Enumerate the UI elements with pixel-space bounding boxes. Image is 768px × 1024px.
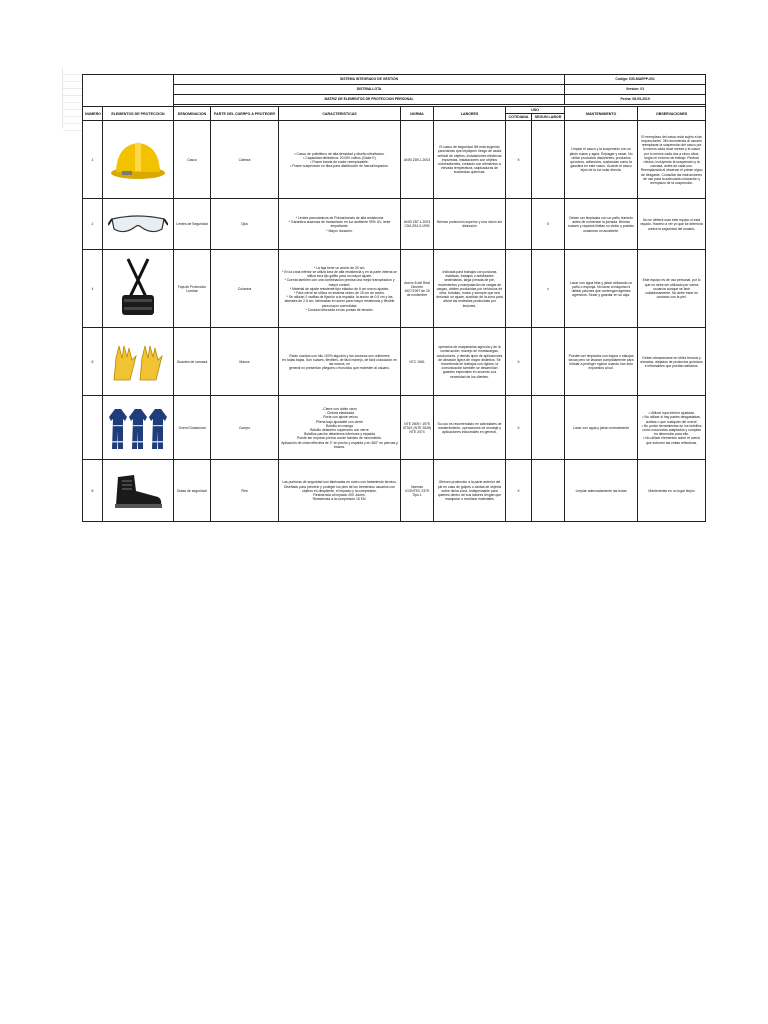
coverall-icon <box>103 396 174 460</box>
row-segun-labor <box>532 121 565 199</box>
row-norma: NTC 1961 <box>401 328 434 396</box>
document-date: Fecha: 08-05-2019 <box>565 95 706 105</box>
row-mantenimiento: Lavar con agua tibia y jabón utilizando un paño o esponja. No lavar a máquina ni utilizar jabones que contengan agentes agresivos. Secar y guardar en su caja. <box>565 250 638 328</box>
document-code: Codigo: DIS-MAEPP-001 <box>565 75 706 85</box>
row-caracteristicas: • Casco de polietileno de alta densidad y diseño ultraliviano. • Capacidad dieléctrica: 20.000 voltios (Clase E) • Posee banda de sudor reemplazable. • Posee suspensión en fibra para distribución de fuerza/impactos. <box>279 121 401 199</box>
row-parte: Cuerpo <box>211 396 279 460</box>
col-norma: NORMA <box>401 107 434 121</box>
row-denominacion: Lentes de Seguridad <box>174 199 211 250</box>
row-cotidiana: X <box>506 460 532 522</box>
row-parte: Columna <box>211 250 279 328</box>
row-segun-labor <box>532 328 565 396</box>
row-mantenimiento: Deben ser limpiadas con un paño húmedo antes de comenzar la jornada. Brindar suaves y rayados limitan su visión y pueden ocasionar un accidente. <box>565 199 638 250</box>
table-row <box>83 250 706 328</box>
row-segun-labor <box>532 396 565 460</box>
row-observaciones: • Utilizar ropa interior ajustada. • No utilizar si hay partes desgastadas, sueltas o que cualquier del overol. • No portar herramientas en los bolsillos como cosa están adaptados y cumplan en dimensión para ello. • No utilizar elementos sobre el overol que suboren las cintas reflectivas. <box>638 396 706 460</box>
col-denominacion: DENOMINACION <box>174 107 211 121</box>
document-version: Version: 01 <box>565 85 706 95</box>
row-observaciones: No se deberá usar este equipo si está rayado. Hacerlo a ver yo que se deteriora contra la seguridad del usuario. <box>638 199 706 250</box>
row-observaciones: Este equipo es de uso personal, por lo que no debe ser utilizado por varios usuarios aunque se lave cuidadosamente. No debe estar en contacto con la piel. <box>638 250 706 328</box>
row-caracteristicas: Las punturas de seguridad son fabricadas en cuero con tratamiento térmico. Diseñado para prevenir y proteger los pies de los tremendos usuarios con objetos en despliente, el impacto y la compresión. Resistencia al impacto 200 Joules. Resistencia a la compresión 15 KN. <box>279 460 401 522</box>
table-row <box>83 199 706 250</box>
row-observaciones: Deben almacenarse en útiles frescos y aireados, alejados de productos químicos e inflamables que puedan dañarlos. <box>638 328 706 396</box>
row-mantenimiento: Limpiar el casco y la suspensión con un jabón suave y agua. Enjuagar y secar. No utilice productos disolventes, productos químicos, adhesivos, sustancias como la gasolina en este casco. Guarde el casco lejos de la luz solar directa. <box>565 121 638 199</box>
col-mantenimiento: MANTENIMIENTO <box>565 107 638 121</box>
lumbar-belt-icon <box>103 250 174 328</box>
col-cotidiana: COTIDIANA <box>506 114 532 121</box>
row-cotidiana <box>506 250 532 328</box>
row-parte: Pies <box>211 460 279 522</box>
row-segun-labor: X <box>532 199 565 250</box>
row-parte: Cabeza <box>211 121 279 199</box>
logo-cell <box>83 75 174 107</box>
row-denominacion: Faja de Protección Lumbar <box>174 250 211 328</box>
row-numero: 6 <box>83 328 103 396</box>
col-segun-labor: SEGUN LABOR <box>532 114 565 121</box>
row-denominacion: Casco <box>174 121 211 199</box>
row-denominacion: Botas de seguridad <box>174 460 211 522</box>
row-norma: ANSI Z87.1-2003 CSA Z94.3-1993 <box>401 199 434 250</box>
row-cotidiana: X <box>506 396 532 460</box>
company-name: DISTRIALLOTA <box>174 85 565 95</box>
row-caracteristicas: * Lentes panorámicos de Policarbonato de alta resistencia * Garantiza ausencia de transmisión en luz ambiente 99% UV, lente empañante. * Mayor duración. <box>279 199 401 250</box>
row-caracteristicas: Están cosidos con hilo 100% algodón y las costuras son uniformes en todas bajas. Son suaves, flexibles, de fácil manejo, de fácil colocación en las manos, en general no presentan pliegues o fruncidos que molesten al usuario. <box>279 328 401 396</box>
row-parte: Manos <box>211 328 279 396</box>
row-numero: 1 <box>83 121 103 199</box>
spreadsheet-gridlines <box>62 68 83 128</box>
row-norma: Anexo 8 del Real Decreto 1627/1997 de 20 de noviembre <box>401 250 434 328</box>
row-labores: Indicada para trabajos con posturas estáticas, trabajos o actividades sedentarias, larga jornada de pie, movimientos y manipulación de cargas de cargas, dobles producidas por vehículos de obra, fortuitas, motos y siempre que sea derivado un ajuste, sustituto de la zona para aliviar las molestias producidas por lesiones. <box>434 250 506 328</box>
col-numero: NUMERO <box>83 107 103 121</box>
row-segun-labor <box>532 460 565 522</box>
table-row <box>83 396 706 460</box>
row-labores: Ofrecen protección a la parte anterior del pie en caso de golpes o caídas de objetos sobre dicha zona. Indispensable para quienes dentro de sus labores tengan que manipular o movilizar materiales <box>434 460 506 522</box>
row-cotidiana <box>506 199 532 250</box>
row-numero: 4 <box>83 250 103 328</box>
matrix-title: MATRIZ DE ELEMENTOS DE PROTECCION PERSONAL <box>174 95 565 105</box>
row-observaciones: Mantenerlas en un lugar limpio <box>638 460 706 522</box>
row-caracteristicas: -Cierre con doble carro - Cintura elastizada - Porta con ajuste velcro Plieria bajo ajustable con cierre Bolsillo en manga Bolsillo delantero superiores con cierre Bolsillos parche delanteros inferiores y espalda Puede ser impreso pierna conde fuentes de movimiento. Aplicación de cinta reflectiva de 2" en pecho y espalda y en 360° en piernas y brazos. <box>279 396 401 460</box>
col-elementos: ELEMENTOS DE PROTECCION <box>103 107 174 121</box>
row-norma: ANSI Z89.1-2003 <box>401 121 434 199</box>
safety-glasses-icon <box>103 199 174 250</box>
row-parte: Ojos <box>211 199 279 250</box>
system-title: SISTEMA INTEGRADO DE GESTION <box>174 75 565 85</box>
col-observaciones: OBSERVACIONES <box>638 107 706 121</box>
row-mantenimiento: Lavar con agua y jabón normalmente <box>565 396 638 460</box>
work-gloves-icon <box>103 328 174 396</box>
row-cotidiana: X <box>506 121 532 199</box>
row-numero <box>83 396 103 460</box>
row-numero: 2 <box>83 199 103 250</box>
row-norma: NTE 2609 / 1975 ISTAS (NTE 2628) NTE 2074 <box>401 396 434 460</box>
row-mantenimiento: Pueden ser limpiados con trapos o esbojas secas pero se lavaran cumplidamente para blindar a proteger rígidos cuando han sido expuestos al sol. <box>565 328 638 396</box>
hard-hat-icon <box>103 121 174 199</box>
col-uso: USO <box>506 107 565 114</box>
row-labores: operarios de maquinarias agrícola y de la construcción, manejo de montacargas, conductores, y demás tipos de aplicaciones de abrasión ligera de mayor distintiva. Se recomienda en trabajos con rigidos, la comunicación también se desarrollan guantes especiales en acuerdo a la necesidad de los clientes. <box>434 328 506 396</box>
ppe-matrix-table <box>82 74 706 522</box>
col-labores: LABORES <box>434 107 506 121</box>
row-labores: Brindar protección superior y una visión sin distorsión <box>434 199 506 250</box>
safety-boots-icon <box>103 460 174 522</box>
table-row <box>83 121 706 199</box>
row-numero: 8 <box>83 460 103 522</box>
row-denominacion: Guantes de carnaza <box>174 328 211 396</box>
row-norma: Normas ICONTEC 2379 Tipo 1 <box>401 460 434 522</box>
row-mantenimiento: Limpiar adecuadamente las botas <box>565 460 638 522</box>
row-cotidiana: X <box>506 328 532 396</box>
col-caracteristicas: CARACTERISTICAS <box>279 107 401 121</box>
row-labores: Su uso es recomendado en actividades de mantenimiento, operaciones de montaje y aplicaciones industriales en general. <box>434 396 506 460</box>
row-denominacion: Overol Dotacional <box>174 396 211 460</box>
row-caracteristicas: * La faja tiene un ancho de 20 cm. * En la zona inferior se utiliza lona de alta resistencia y en la parte interna se utiliza lona fijo gallito para un mayor ajuste. * Cuenta también con una combinación precisa una mejor transpiración y mayor confort. * Material de ajuste resistente tipo elástico de 8 cm nuevo ajustes. * Para cierre se utiliza un sistema velcro de 15 cm de ancho. * Se utilizan 2 varillas de fijación a la espalda. la ancho de 0.5 cm y las laterales de 2.5 cm, fabricadas en acero para mayor resistencia y flexible para mayor comodidad. * Costura reforzada en las puntas de tensión. <box>279 250 401 328</box>
row-observaciones: El reemplazo del casco está sujeto a las inspecciones. 3M recomienda al usuario reemplazar la suspensión del casco por lo menos cada doce meses y el casco por lo menos cada dos a cinco años, según el entorno de trabajo. Revisar rótulos, incluyendo la suspensión y la carcasa, antes de cada uso. Reemplazarla al observar el primer signo de desgaste. Consultar las instrucciones de uso para la adecuada colocación y reemplazo de la suspensión. <box>638 121 706 199</box>
table-row <box>83 328 706 396</box>
row-labores: El casco de seguridad 3M está sugerido para tareas que impliquen riesgo de caída vertical de objetos, instalaciones eléctricas expuestas, instalaciones con objetos sobresalientes, contacto con elementos a elevada temperatura, salpicaduras de sustancias químicas. <box>434 121 506 199</box>
col-parte: PARTE DEL CUERPO A PROTEGER <box>211 107 279 121</box>
row-segun-labor: x <box>532 250 565 328</box>
table-row <box>83 460 706 522</box>
